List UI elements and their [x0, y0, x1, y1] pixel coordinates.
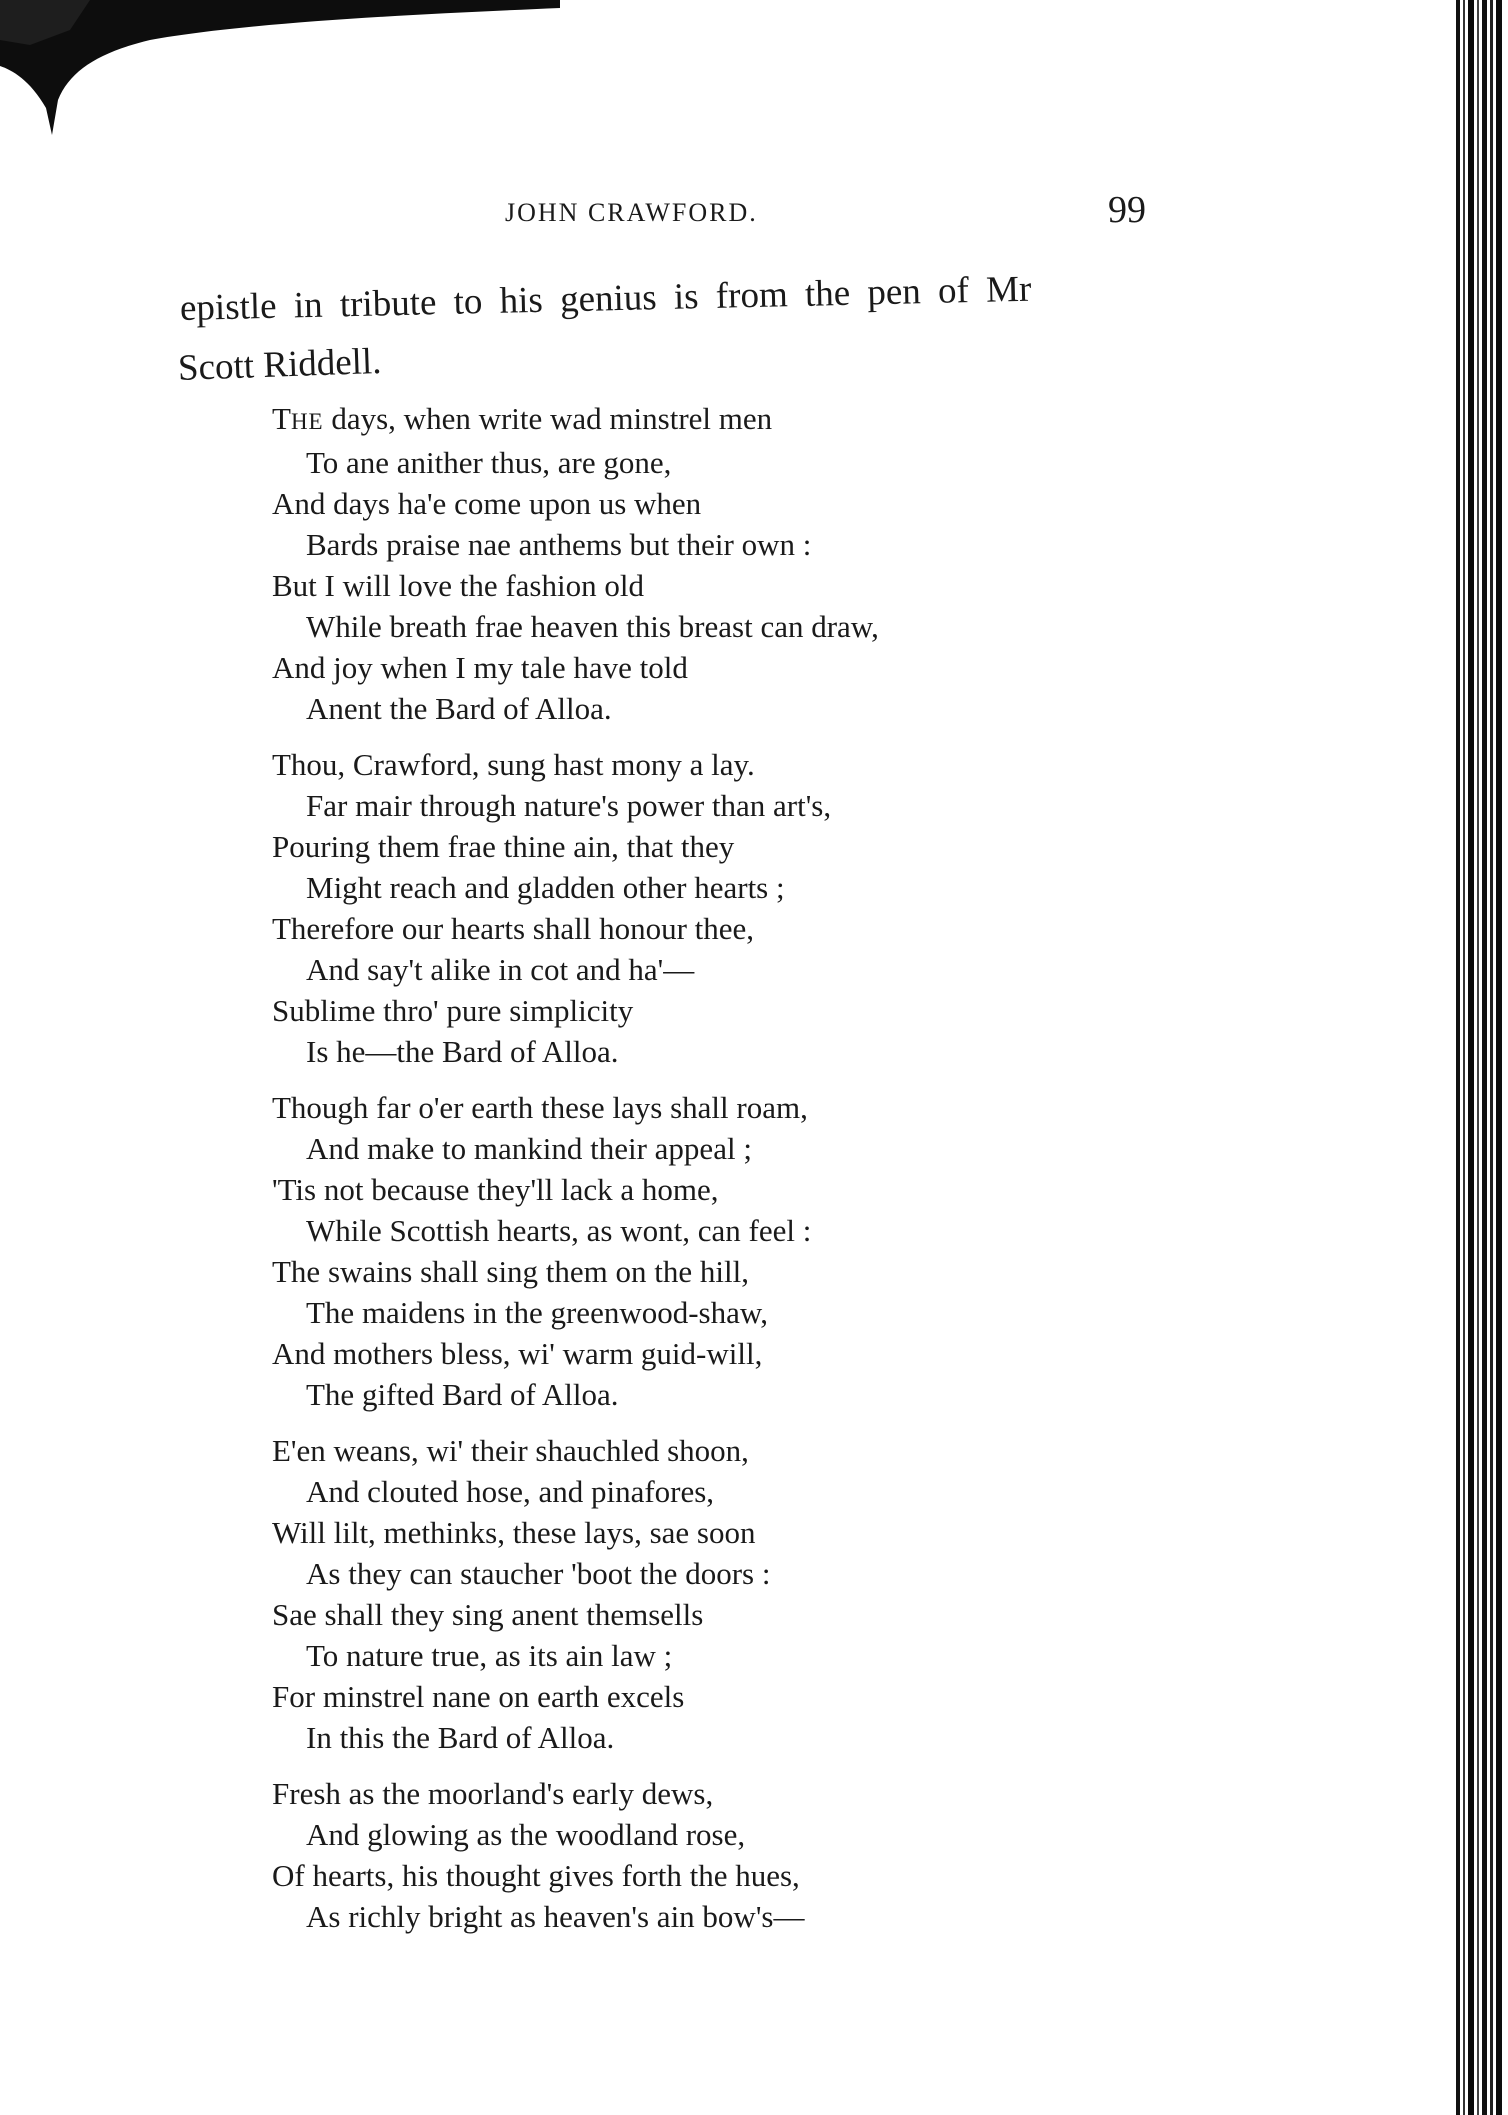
poem-line: While breath frae heaven this breast can draw, — [306, 609, 879, 644]
poem-line: To nature true, as its ain law ; — [306, 1638, 673, 1673]
poem-line: Sae shall they sing anent themsells — [272, 1597, 704, 1632]
poem-line: Will lilt, methinks, these lays, sae soon — [272, 1515, 756, 1550]
poem-line: Bards praise nae anthems but their own : — [306, 527, 812, 562]
poem-line: And days ha'e come upon us when — [272, 486, 702, 521]
poem-line: As they can staucher 'boot the doors : — [306, 1556, 771, 1591]
poem-line: Thou, Crawford, sung hast mony a lay. — [272, 747, 755, 782]
poem-line: Pouring them frae thine ain, that they — [272, 829, 735, 864]
poem-line: Fresh as the moorland's early dews, — [272, 1776, 714, 1811]
poem-line: While Scottish hearts, as wont, can feel : — [306, 1213, 812, 1248]
poem-line: Anent the Bard of Alloa. — [306, 691, 612, 726]
poem-line: Is he—the Bard of Alloa. — [306, 1034, 619, 1069]
poem-line: And mothers bless, wi' warm guid-will, — [272, 1336, 763, 1371]
poem-line: Sublime thro' pure simplicity — [272, 993, 634, 1028]
poem-line: Therefore our hearts shall honour thee, — [272, 911, 755, 946]
poem-line: And joy when I my tale have told — [272, 650, 688, 685]
poem-line: The gifted Bard of Alloa. — [306, 1377, 619, 1412]
poem-stanza — [272, 1087, 1272, 1415]
poem-line: 'Tis not because they'll lack a home, — [272, 1172, 719, 1207]
poem-line: And say't alike in cot and ha'— — [306, 952, 695, 987]
poem-line: And clouted hose, and pinafores, — [306, 1474, 715, 1509]
poem-line: The maidens in the greenwood-shaw, — [306, 1295, 768, 1330]
poem-stanza — [272, 398, 1272, 729]
poem-line: And make to mankind their appeal ; — [306, 1131, 752, 1166]
book-binding-edge — [1448, 0, 1508, 2115]
poem-line: Though far o'er earth these lays shall roam, — [272, 1090, 808, 1125]
poem-line: Might reach and gladden other hearts ; — [306, 870, 785, 905]
poem-line: As richly bright as heaven's ain bow's— — [306, 1899, 805, 1934]
poem-line: But I will love the fashion old — [272, 568, 644, 603]
poem-line: And glowing as the woodland rose, — [306, 1817, 746, 1852]
poem-stanza — [272, 744, 1272, 1072]
poem-line: To ane anither thus, are gone, — [306, 445, 672, 480]
poem-line: For minstrel nane on earth excels — [272, 1679, 685, 1714]
poem-line: In this the Bard of Alloa. — [306, 1720, 615, 1755]
prose-line: epistle in tribute to his genius is from the pen of Mr — [179, 268, 1032, 329]
poem-stanza — [272, 1773, 1272, 1937]
poem — [272, 398, 1272, 1952]
poem-line: Of hearts, his thought gives forth the hues, — [272, 1858, 800, 1893]
poem-line: THE days, when write wad minstrel men — [272, 401, 773, 436]
scan-ink-smudge — [0, 0, 600, 150]
poem-line: E'en weans, wi' their shauchled shoon, — [272, 1433, 749, 1468]
poem-line: Far mair through nature's power than art's, — [306, 788, 832, 823]
prose-line: Scott Riddell. — [177, 340, 383, 389]
poem-stanza — [272, 1430, 1272, 1758]
page-number: 99 — [1108, 189, 1146, 231]
poem-line: The swains shall sing them on the hill, — [272, 1254, 750, 1289]
running-title: JOHN CRAWFORD. — [505, 198, 758, 227]
